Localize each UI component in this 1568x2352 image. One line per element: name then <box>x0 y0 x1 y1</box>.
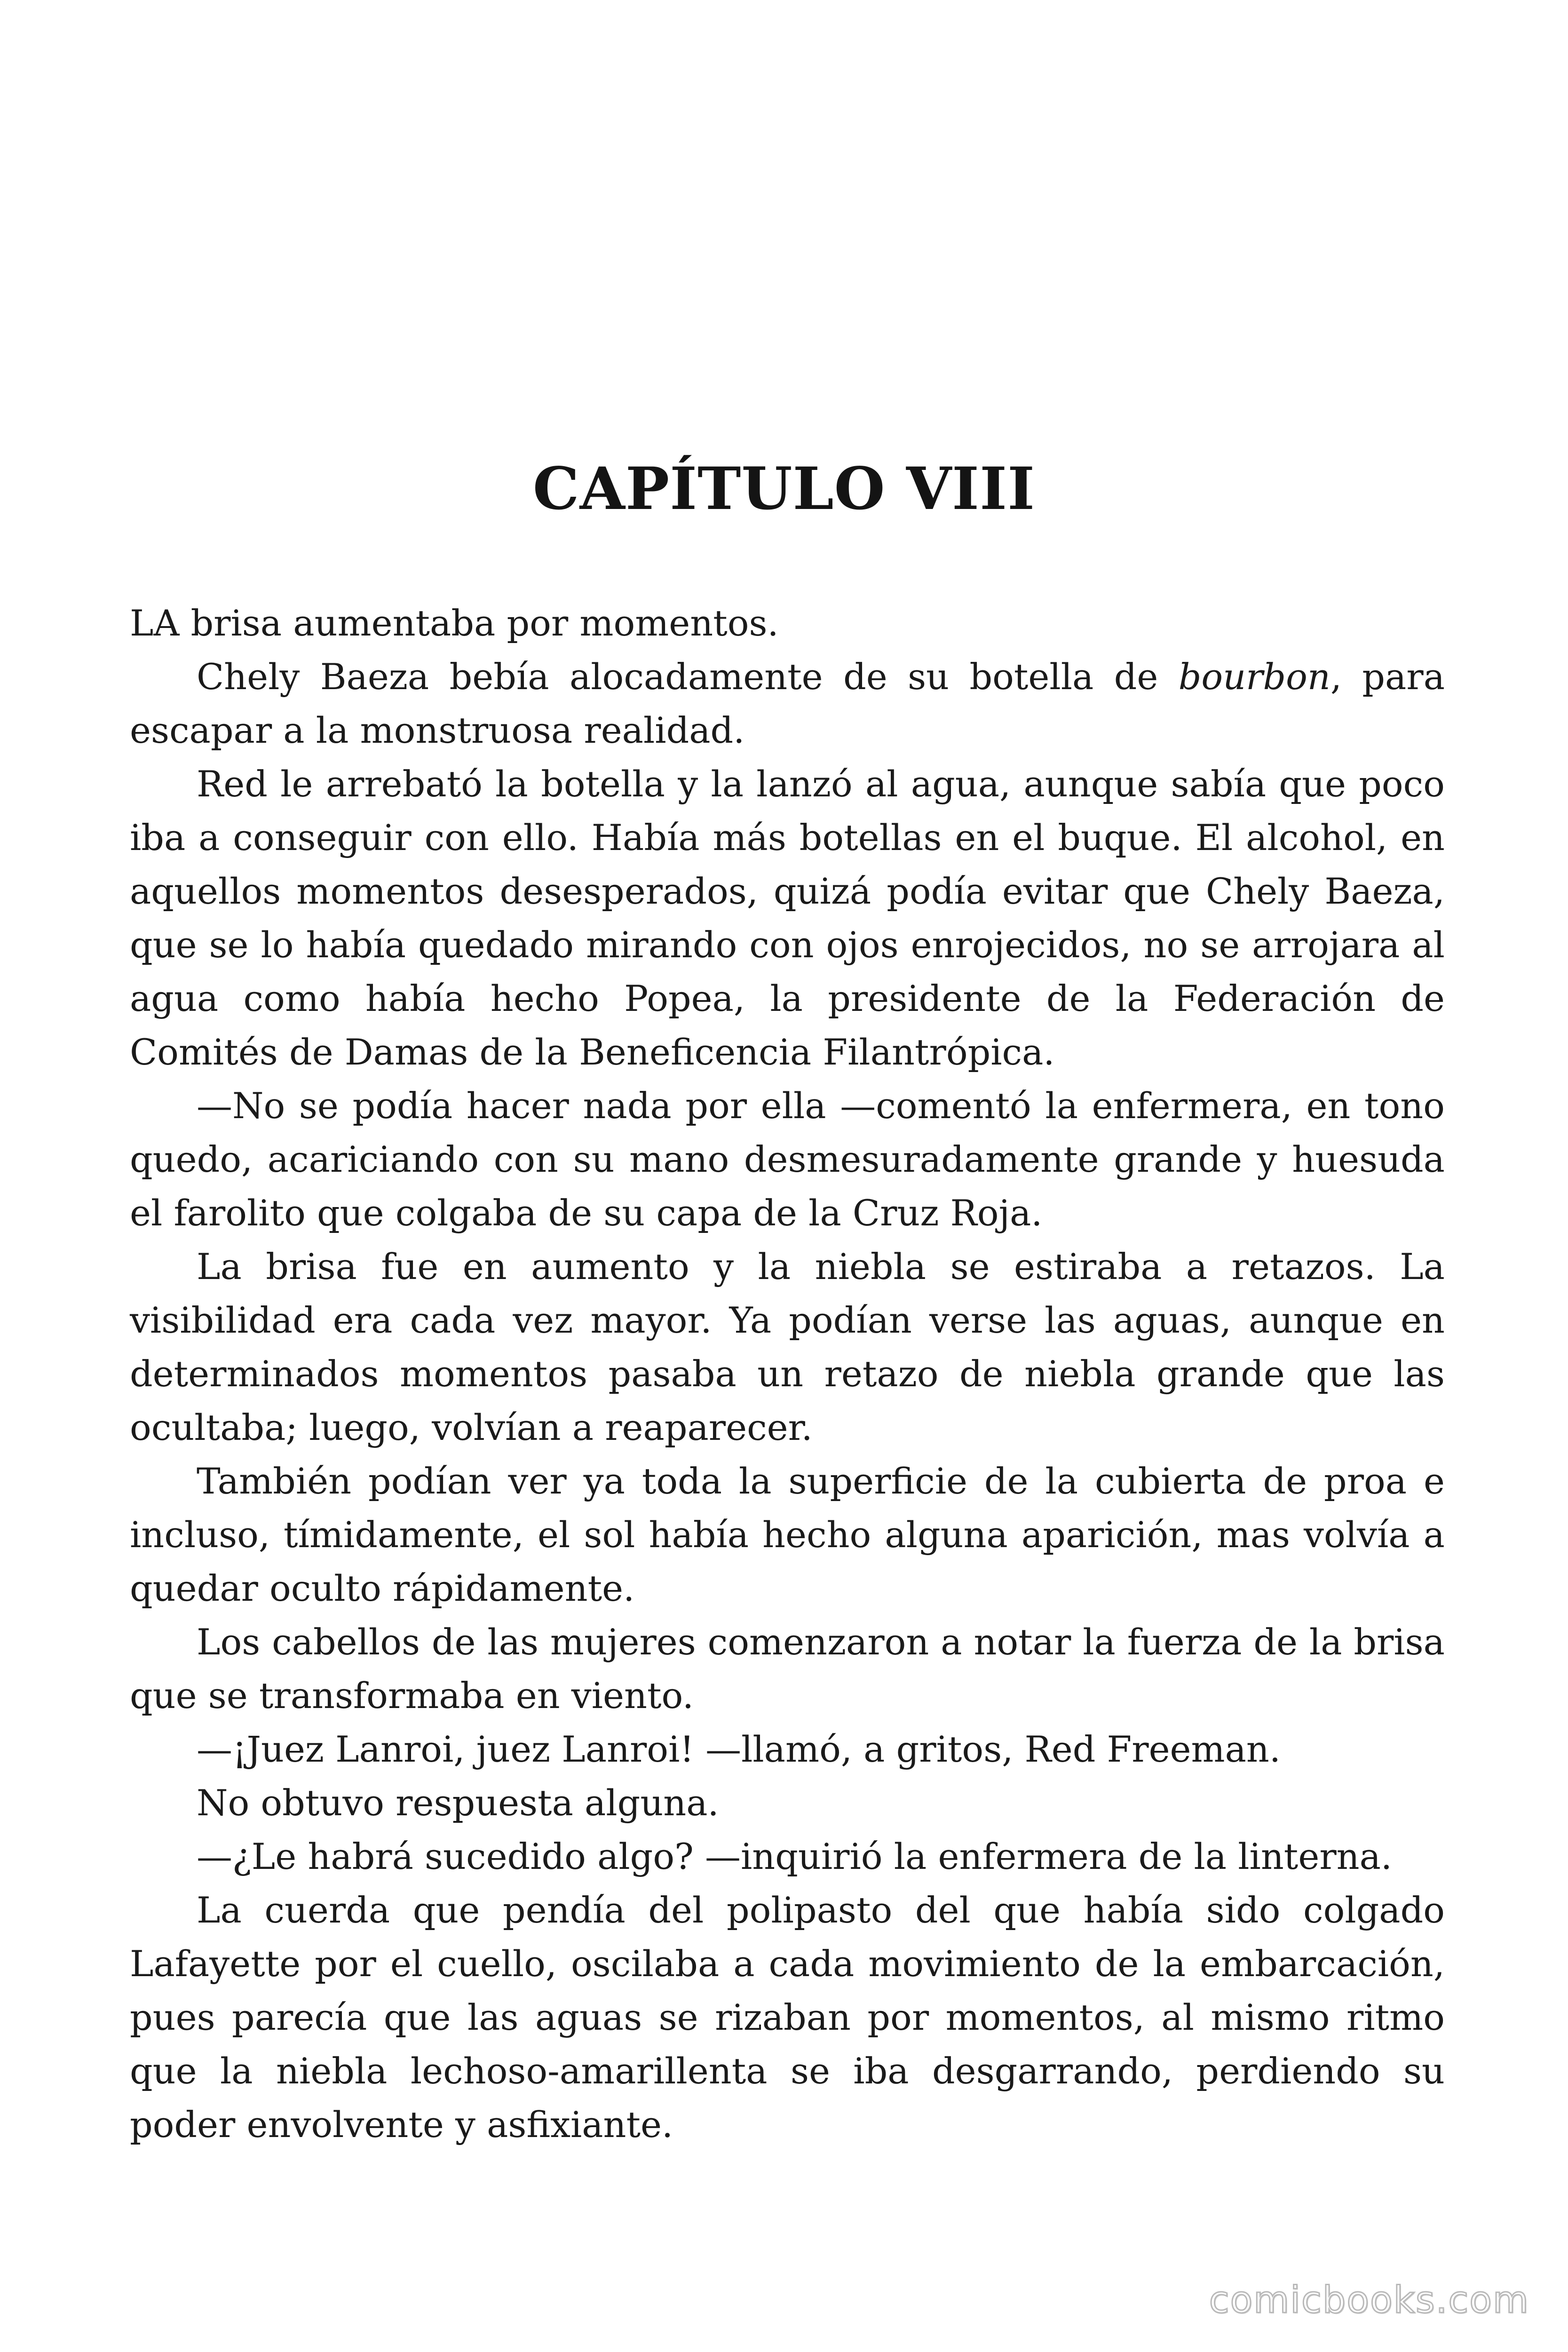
paragraph-text: , para escapar a la monstruosa realidad. <box>130 656 1445 751</box>
paragraph: —No se podía hacer nada por ella —comentó la enfermera, en tono quedo, acariciando con su mano desmesuradamente grande y huesuda el farolito que colgaba de su capa de la Cruz Roja. <box>130 1085 1445 1234</box>
paragraph: LA brisa aumentaba por momentos. <box>130 602 779 644</box>
watermark: comicbooks.com <box>1209 2279 1529 2321</box>
chapter-text <box>130 596 1445 2152</box>
paragraph-text: Chely Baeza bebía alocadamente de su botella de <box>197 656 1179 698</box>
paragraph: Los cabellos de las mujeres comenzaron a notar la fuerza de la brisa que se transformaba en viento. <box>130 1621 1445 1716</box>
paragraph: Red le arrebató la botella y la lanzó al agua, aunque sabía que poco iba a conseguir con ello. Había más botellas en el buque. El alcohol, en aquellos momentos desesperados, quizá podía evitar que Chely Baeza, que se lo había quedado mirando con ojos enrojecidos, no se arrojara al agua como había hecho Popea, la presidente de la Federación de Comités de Damas de la Beneficencia Filantrópica. <box>130 763 1445 1073</box>
paragraph <box>130 650 1445 757</box>
paragraph: No obtuvo respuesta alguna. <box>197 1782 719 1824</box>
paragraph: —¿Le habrá sucedido algo? —inquirió la enfermera de la linterna. <box>197 1836 1393 1877</box>
italic-word: bourbon <box>1178 656 1330 698</box>
paragraph: También podían ver ya toda la superficie de la cubierta de proa e incluso, tímidamente, el sol había hecho alguna aparición, mas volvía a quedar oculto rápidamente. <box>130 1460 1445 1609</box>
chapter-title: CAPÍTULO VIII <box>532 455 1036 523</box>
paragraph: La brisa fue en aumento y la niebla se estiraba a retazos. La visibilidad era cada vez mayor. Ya podían verse las aguas, aunque en determinados momentos pasaba un retazo de niebla grande que las ocultaba; luego, volvían a reaparecer. <box>130 1246 1445 1448</box>
paragraph: La cuerda que pendía del polipasto del que había sido colgado Lafayette por el cuello, oscilaba a cada movimiento de la embarcación, pues parecía que las aguas se rizaban por momentos, al mismo ritmo que la niebla lechoso-amarillenta se iba desgarrando, perdiendo su poder envolvente y asfixiante. <box>130 1889 1445 2145</box>
paragraph: —¡Juez Lanroi, juez Lanroi! —llamó, a gritos, Red Freeman. <box>197 1728 1281 1770</box>
